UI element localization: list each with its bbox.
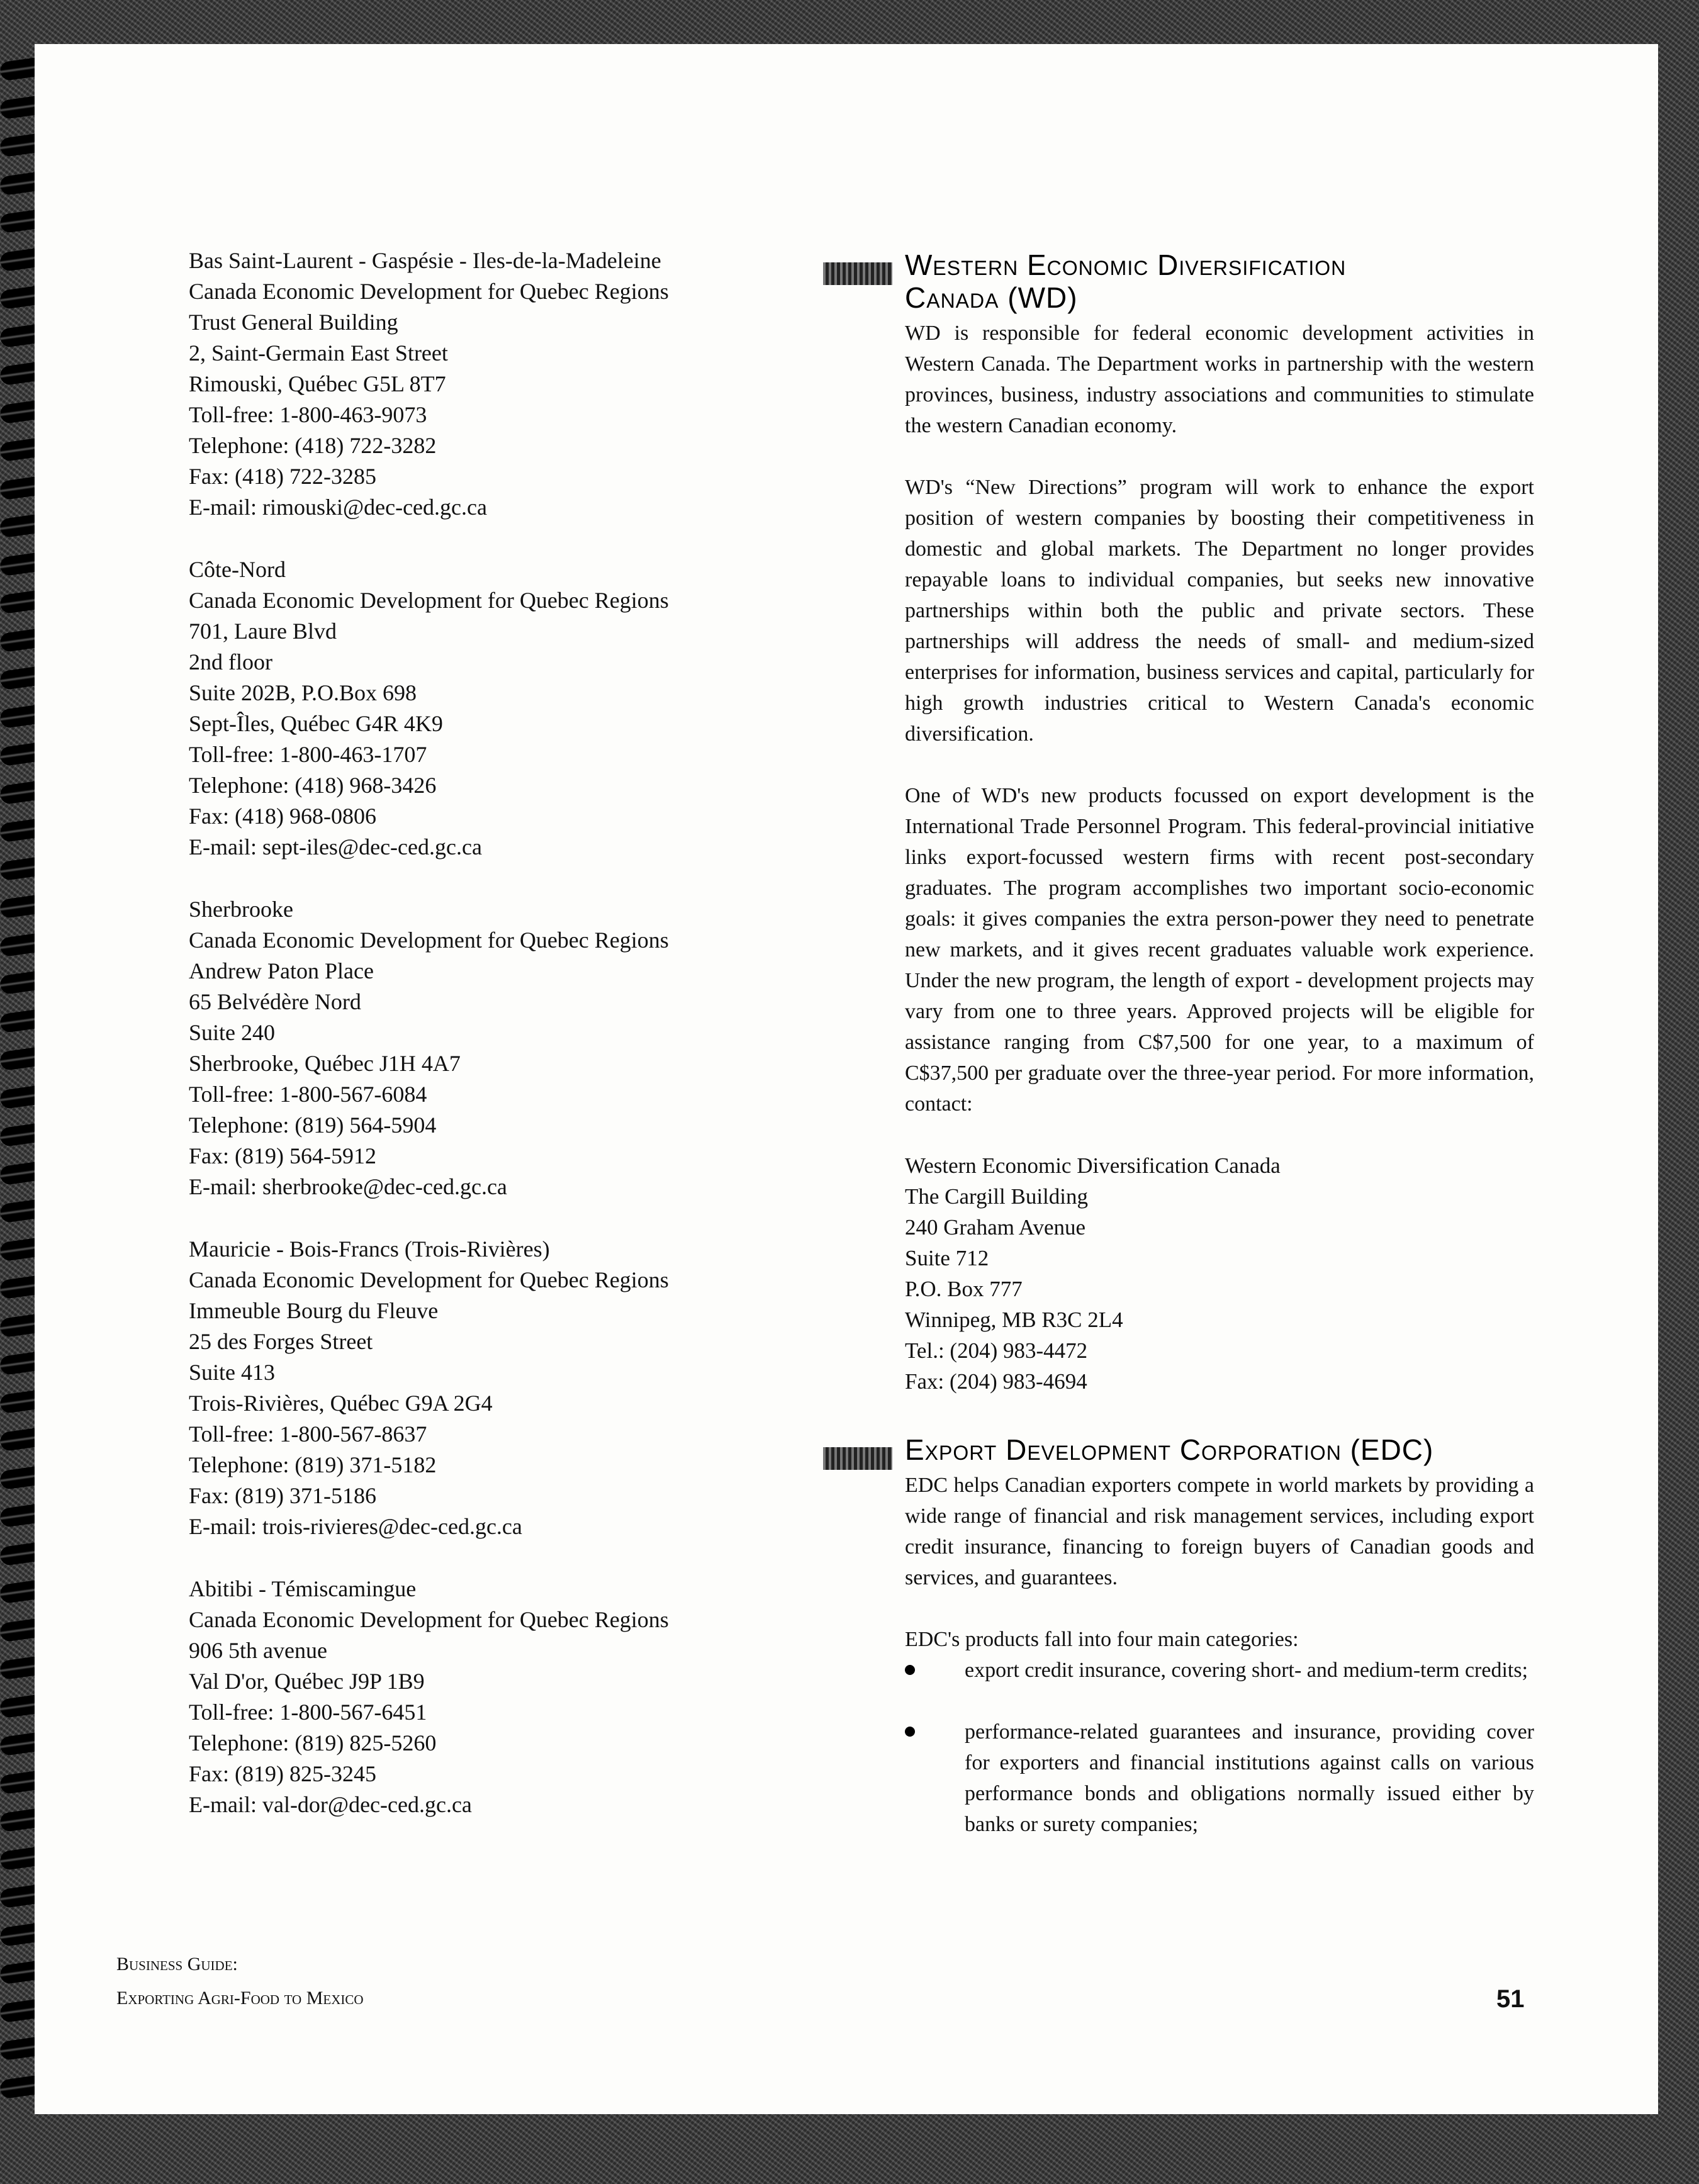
section-marker-icon — [823, 1447, 892, 1470]
wd-paragraph-1: WD is responsible for federal economic development activities in Western Canada. The Department works in partnership with the western provinces, business, industry associations and communities to stimulate the western Canadian economy. — [905, 322, 1534, 437]
office-address-line: Fax: (819) 564-5912 — [189, 1143, 376, 1168]
list-item — [905, 1655, 1534, 1686]
edc-list-intro: EDC's products fall into four main categories: — [905, 1628, 1299, 1651]
edc-section-heading — [905, 1433, 1534, 1466]
office-address-line: 701, Laure Blvd — [189, 619, 337, 644]
wd-contact-line: Fax: (204) 983-4694 — [905, 1369, 1087, 1394]
office-address-line: Val D'or, Québec J9P 1B9 — [189, 1669, 425, 1694]
office-address-block — [189, 894, 818, 1202]
edc-paragraph-1: EDC helps Canadian exporters compete in world markets by providing a wide range of financial and risk management services, including export credit insurance, financing to foreign buyers of Canadian goods and services, and guarantees. — [905, 1474, 1534, 1589]
edc-product-list — [905, 1655, 1534, 1840]
office-address-line: 906 5th avenue — [189, 1638, 327, 1663]
office-address-line: 2, Saint-Germain East Street — [189, 340, 448, 366]
bullet-icon — [905, 1727, 915, 1737]
office-address-line: E-mail: sept-iles@dec-ced.gc.ca — [189, 834, 482, 860]
office-address-line: Telephone: (418) 722-3282 — [189, 433, 437, 458]
wd-contact-line: Winnipeg, MB R3C 2L4 — [905, 1308, 1123, 1332]
office-address-line: 65 Belvédère Nord — [189, 989, 361, 1014]
office-address-line: Toll-free: 1-800-463-1707 — [189, 742, 427, 767]
office-address-line: Trois-Rivières, Québec G9A 2G4 — [189, 1391, 493, 1416]
office-address-line: Telephone: (819) 371-5182 — [189, 1452, 437, 1477]
office-address-line: 2nd floor — [189, 649, 272, 675]
page-number: 51 — [1496, 1985, 1525, 2013]
wd-contact-line: P.O. Box 777 — [905, 1277, 1023, 1301]
office-address-line: Canada Economic Development for Quebec Regions — [189, 588, 669, 613]
office-region-name: Côte-Nord — [189, 557, 286, 582]
edc-title: Export Development Corporation (EDC) — [905, 1433, 1434, 1466]
office-address-line: Canada Economic Development for Quebec Regions — [189, 279, 669, 304]
section-marker-icon — [823, 262, 892, 285]
office-address-line: Suite 413 — [189, 1360, 276, 1385]
office-address-line: 25 des Forges Street — [189, 1329, 373, 1354]
office-address-line: Trust General Building — [189, 310, 398, 335]
office-address-line: Immeuble Bourg du Fleuve — [189, 1298, 439, 1323]
office-region-name: Mauricie - Bois-Francs (Trois-Rivières) — [189, 1236, 550, 1262]
office-region-name: Abitibi - Témiscamingue — [189, 1576, 417, 1601]
office-address-line: Fax: (418) 968-0806 — [189, 804, 376, 829]
office-region-name: Bas Saint-Laurent - Gaspésie - Iles-de-la-Madeleine — [189, 248, 661, 273]
office-address-line: Canada Economic Development for Quebec Regions — [189, 1267, 669, 1292]
office-address-line: Sherbrooke, Québec J1H 4A7 — [189, 1051, 461, 1076]
bullet-text: performance-related guarantees and insurance, providing cover for exporters and financial institutions against calls on various performance bonds and obligations normally issued either by banks or surety companies; — [965, 1720, 1534, 1836]
wd-contact-line: Western Economic Diversification Canada — [905, 1153, 1281, 1178]
office-address-block — [189, 1234, 818, 1542]
office-address-line: Suite 240 — [189, 1020, 276, 1045]
footer-guide-title: Exporting Agri-Food to Mexico — [116, 1988, 364, 2008]
wd-contact-line: 240 Graham Avenue — [905, 1215, 1086, 1240]
office-address-line: Telephone: (819) 825-5260 — [189, 1730, 437, 1756]
wd-contact-block — [905, 1150, 1534, 1397]
wd-section-heading — [905, 249, 1534, 314]
office-address-line: Rimouski, Québec G5L 8T7 — [189, 371, 446, 396]
office-address-line: Telephone: (418) 968-3426 — [189, 773, 437, 798]
office-address-line: E-mail: sherbrooke@dec-ced.gc.ca — [189, 1174, 507, 1199]
office-address-line: Fax: (819) 371-5186 — [189, 1483, 376, 1508]
office-address-line: Toll-free: 1-800-463-9073 — [189, 402, 427, 427]
office-address-line: E-mail: val-dor@dec-ced.gc.ca — [189, 1792, 472, 1817]
office-address-line: E-mail: rimouski@dec-ced.gc.ca — [189, 495, 487, 520]
office-address-line: Telephone: (819) 564-5904 — [189, 1112, 437, 1138]
footer-guide-label: Business Guide: — [116, 1954, 238, 1974]
wd-title-line-2: Canada (WD) — [905, 281, 1078, 314]
office-address-line: Toll-free: 1-800-567-6451 — [189, 1700, 427, 1725]
office-address-line: Andrew Paton Place — [189, 958, 374, 983]
bullet-text: export credit insurance, covering short- and medium-term credits; — [965, 1659, 1528, 1682]
agency-description-column — [905, 249, 1534, 1871]
office-address-line: Toll-free: 1-800-567-8637 — [189, 1421, 427, 1447]
office-address-line: Suite 202B, P.O.Box 698 — [189, 680, 417, 705]
wd-contact-line: The Cargill Building — [905, 1184, 1089, 1209]
bullet-icon — [905, 1665, 915, 1675]
wd-paragraph-3: One of WD's new products focussed on export development is the International Trade Personnel Program. This federal-provincial initiative links export-focussed western firms with recent post-secondary graduates. The program accomplishes two important socio-economic goals: it gives companies the extra person-power they need to penetrate new markets, and it gives recent graduates valuable work experience. Under the new program, the length of export - development projects may vary from one to three years. Approved projects will be eligible for assistance ranging from C$7,500 for one year, to a maximum of C$37,500 per graduate over the three-year period. For more information, contact: — [905, 784, 1534, 1116]
office-address-block — [189, 1574, 818, 1820]
office-address-line: Sept-Îles, Québec G4R 4K9 — [189, 711, 443, 736]
office-address-line: Canada Economic Development for Quebec Regions — [189, 927, 669, 953]
list-item — [905, 1716, 1534, 1840]
wd-paragraph-2: WD's “New Directions” program will work to enhance the export position of western companies by boosting their competitiveness in domestic and global markets. The Department no longer provides repayable loans to individual companies, but seeks new innovative partnerships within both the public and private sectors. These partnerships will address the needs of small- and medium-sized enterprises for information, business services and capital, particularly for high growth industries critical to Western Canada's economic diversification. — [905, 476, 1534, 746]
wd-contact-line: Suite 712 — [905, 1246, 989, 1270]
office-address-line: Canada Economic Development for Quebec Regions — [189, 1607, 669, 1632]
wd-contact-line: Tel.: (204) 983-4472 — [905, 1338, 1088, 1363]
running-footer — [116, 1947, 364, 2015]
office-address-block — [189, 245, 818, 523]
office-region-name: Sherbrooke — [189, 897, 293, 922]
office-address-line: E-mail: trois-rivieres@dec-ced.gc.ca — [189, 1514, 522, 1539]
office-address-line: Fax: (418) 722-3285 — [189, 464, 376, 489]
office-address-column — [189, 245, 818, 1852]
office-address-line: Toll-free: 1-800-567-6084 — [189, 1082, 427, 1107]
office-address-block — [189, 554, 818, 863]
wd-title-line-1: Western Economic Diversification — [905, 249, 1347, 281]
office-address-line: Fax: (819) 825-3245 — [189, 1761, 376, 1786]
